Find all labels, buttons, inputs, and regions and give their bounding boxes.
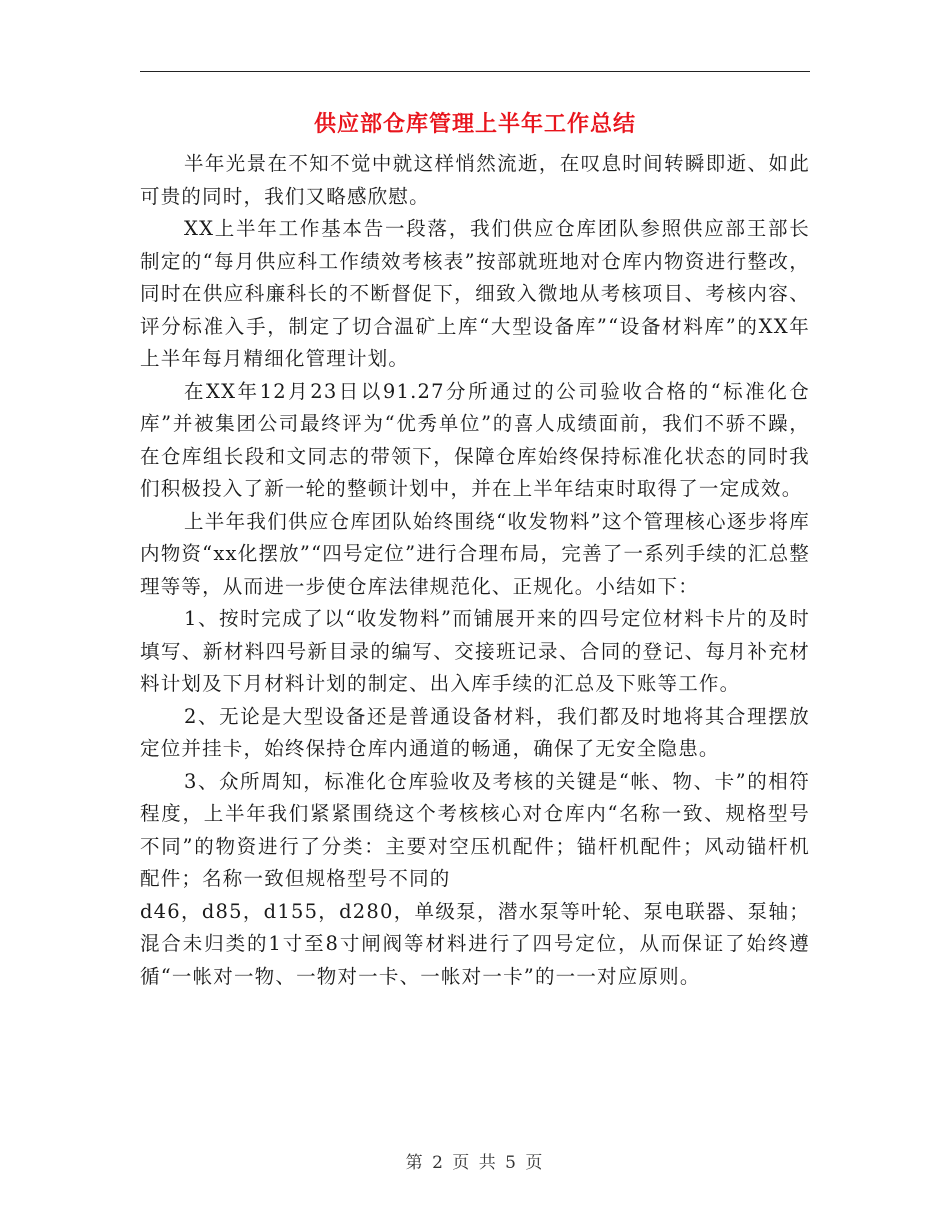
paragraph-achievement: 在XX年12月23日以91.27分所通过的公司验收合格的“标准化仓库”并被集团公司最终评为“优秀单位”的喜人成绩面前，我们不骄不躁，在仓库组长段和文同志的带领下，保障仓库始终保持标准化状态的同时我们积极投入了新一轮的整顿计划中，并在上半年结束时取得了一定成效。 bbox=[140, 379, 810, 500]
header-rule bbox=[140, 71, 810, 72]
document-body bbox=[140, 148, 810, 993]
paragraph-intro: 半年光景在不知不觉中就这样悄然流逝，在叹息时间转瞬即逝、如此可贵的同时，我们又略感欣慰。 bbox=[140, 152, 810, 208]
paragraph-item-3: 3、众所周知，标准化仓库验收及考核的关键是“帐、物、卡”的相符程度，上半年我们紧紧围绕这个考核核心对仓库内“名称一致、规格型号不同”的物资进行了分类：主要对空压机配件；锚杆机配件；风动锚杆机配件；名称一致但规格型号不同的 d46，d85，d155，d280，单级泵，潜水泵等叶轮、泵电联器、泵轴；混合未归类的1寸至8寸闸阀等材料进行了四号定位，从而保证了始终遵循“一帐对一物、一物对一卡、一帐对一卡”的一一对应原则。 bbox=[140, 769, 810, 988]
document-title: 供应部仓库管理上半年工作总结 bbox=[313, 112, 636, 137]
paragraph-item-2: 2、无论是大型设备还是普通设备材料，我们都及时地将其合理摆放定位并挂卡，始终保持仓库内通道的畅通，确保了无安全隐患。 bbox=[140, 704, 810, 760]
paragraph-summary: 上半年我们供应仓库团队始终围绕“收发物料”这个管理核心逐步将库内物资“xx化摆放”“四号定位”进行合理布局，完善了一系列手续的汇总整理等等，从而进一步使仓库法律规范化、正规化。小结如下： bbox=[140, 509, 810, 598]
paragraph-item-1: 1、按时完成了以“收发物料”而铺展开来的四号定位材料卡片的及时填写、新材料四号新目录的编写、交接班记录、合同的登记、每月补充材料计划及下月材料计划的制定、出入库手续的汇总及下账等工作。 bbox=[140, 607, 810, 695]
page-number-footer: 第 2 页 共 5 页 bbox=[405, 1153, 545, 1173]
paragraph-plan: XX上半年工作基本告一段落，我们供应仓库团队参照供应部王部长制定的“每月供应科工作绩效考核表”按部就班地对仓库内物资进行整改，同时在供应科廉科长的不断督促下，细致入微地从考核项目、考核内容、评分标准入手，制定了切合温矿上库“大型设备库”“设备材料库”的XX年上半年每月精细化管理计划。 bbox=[140, 217, 810, 370]
